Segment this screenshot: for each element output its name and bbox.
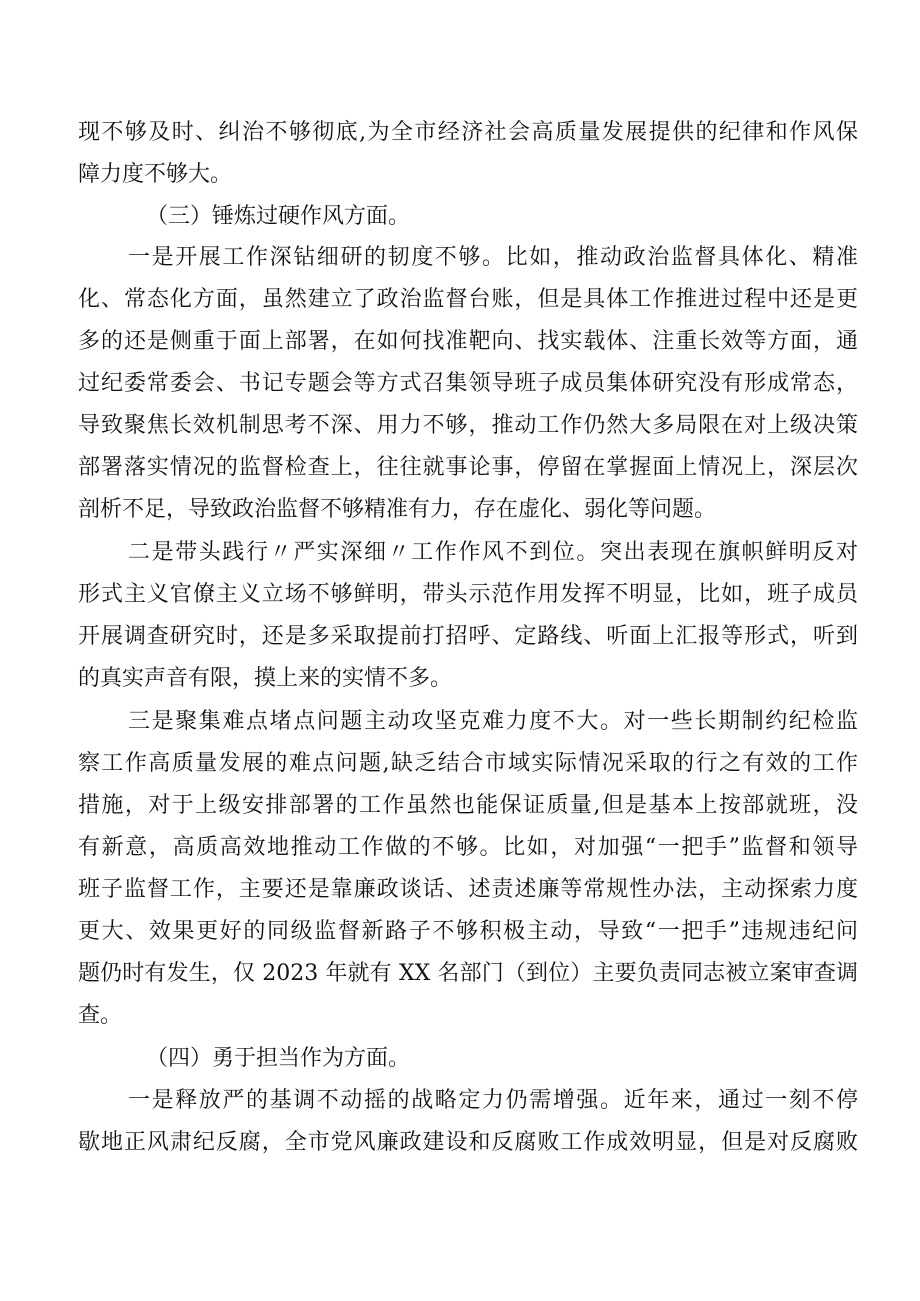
text-line-15: 三是聚集难点堵点问题主动攻坚克难力度不大。对一些长期制约纪检监 — [128, 709, 858, 734]
text-line-24: 一是释放严的基调不动摇的战略定力仍需增强。近年来，通过一刻不停 — [128, 1088, 858, 1113]
text-line-22: 查。 — [78, 1003, 123, 1028]
text-line-18: 有新意，高质高效地推动工作做的不够。比如，对加强“一把手”监督和领导 — [78, 835, 858, 860]
text-line-1: 现不够及时、纠治不够彻底,为全市经济社会高质量发展提供的纪律和作风保 — [78, 120, 858, 145]
text-line-8: 导致聚焦长效机制思考不深、用力不够，推动工作仍然大多局限在对上级决策 — [78, 413, 858, 438]
text-line-17: 措施，对于上级安排部署的工作虽然也能保证质量,但是基本上按部就班，没 — [78, 793, 858, 818]
section-heading-23: （四）勇于担当作为方面。 — [146, 1046, 411, 1071]
text-line-2: 障力度不够大。 — [78, 162, 233, 187]
text-line-13: 开展调查研究时，还是多采取提前打招呼、定路线、听面上汇报等形式，听到 — [78, 624, 858, 649]
text-line-19: 班子监督工作，主要还是靠廉政谈话、述责述廉等常规性办法，主动探索力度 — [78, 877, 858, 902]
text-line-20: 更大、效果更好的同级监督新路子不够积极主动，导致“一把手”违规违纪问 — [78, 919, 858, 944]
text-line-14: 的真实声音有限，摸上来的实情不多。 — [78, 666, 453, 691]
text-line-11: 二是带头践行〃严实深细〃工作作风不到位。突出表现在旗帜鲜明反对 — [128, 540, 858, 565]
section-heading-3: （三）锤炼过硬作风方面。 — [146, 204, 411, 229]
text-line-6: 多的还是侧重于面上部署，在如何找准靶向、找实载体、注重长效等方面，通 — [78, 329, 858, 354]
text-line-12: 形式主义官僚主义立场不够鲜明，带头示范作用发挥不明显，比如，班子成员 — [78, 582, 858, 607]
text-line-25: 歇地正风肃纪反腐，全市党风廉政建设和反腐败工作成效明显，但是对反腐败 — [78, 1130, 858, 1155]
text-line-21: 题仍时有发生，仅 2023 年就有 XX 名部门（到位）主要负责同志被立案审查调 — [78, 961, 858, 986]
text-line-9: 部署落实情况的监督检查上，往往就事论事，停留在掌握面上情况上，深层次 — [78, 455, 858, 480]
text-line-10: 剖析不足，导致政治监督不够精准有力，存在虚化、弱化等问题。 — [78, 497, 717, 522]
text-line-7: 过纪委常委会、书记专题会等方式召集领导班子成员集体研究没有形成常态， — [78, 371, 858, 396]
text-line-5: 化、常态化方面，虽然建立了政治监督台账，但是具体工作推进过程中还是更 — [78, 287, 858, 312]
text-line-4: 一是开展工作深钻细研的韧度不够。比如，推动政治监督具体化、精准 — [128, 245, 858, 270]
text-line-16: 察工作高质量发展的难点问题,缺乏结合市域实际情况采取的行之有效的工作 — [78, 751, 858, 776]
